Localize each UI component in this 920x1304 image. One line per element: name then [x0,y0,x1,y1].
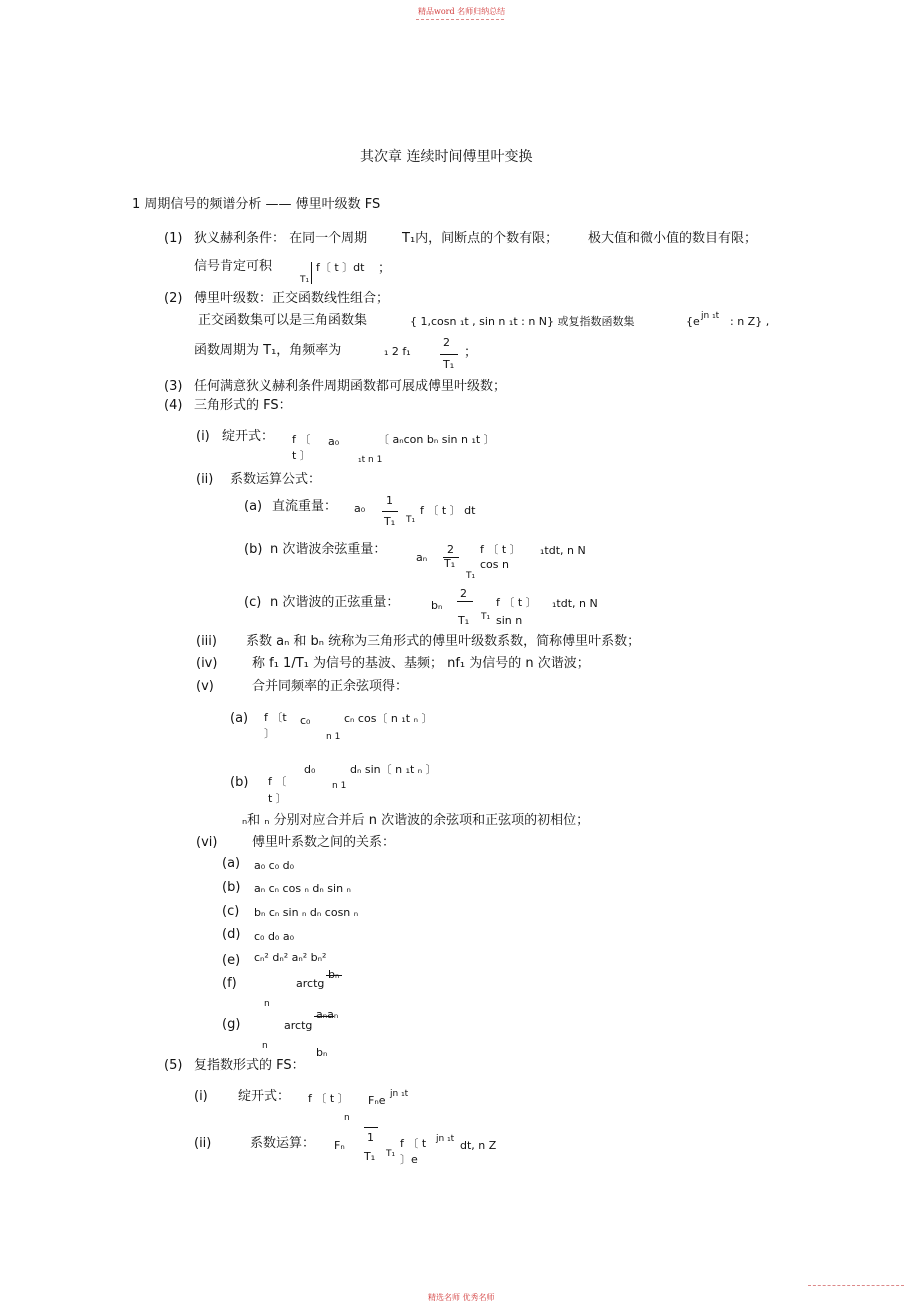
omega-den: T₁ [443,358,455,371]
cos-coef-rhs: ₁tdt, n N [540,544,586,557]
sub-label: (iii) [196,634,217,649]
fraction-bar [457,601,473,602]
item-label: (4) [164,398,183,413]
complex-coef-text: 系数运算： [250,1136,316,1151]
relation-expr: a₀ c₀ d₀ [254,859,294,872]
sub-label: (ii) [196,472,214,487]
sub-label: (c) [244,595,262,610]
relation-expr: bₙ cₙ sin ₙ dₙ cosn ₙ [254,906,359,919]
section-heading: 1 周期信号的频谱分析 —— 傅里叶级数 FS [132,197,381,212]
cos-form-index: n 1 [326,732,341,742]
sub-label: (a) [230,711,249,726]
expansion-sum: 〔 aₙcon bₙ sin n ₁t 〕 [378,433,495,446]
arctg-f: arctg [296,977,325,990]
integral-limit: T₁ [300,275,310,285]
complex-sum-index: n [344,1113,350,1123]
sub-label: (c) [222,904,240,919]
cos-form-sum: cₙ cos〔 n ₁t ₙ 〕 [344,712,433,725]
sin-coef-text: n 次谐波的正弦重量： [270,595,400,610]
sin-coef-rhs: ₁tdt, n N [552,597,598,610]
fraction-bar [382,511,398,512]
sub-label: (a) [222,856,241,871]
dc-rhs: f 〔 t 〕 dt [420,504,476,517]
complex-coef-lhs: Fₙ [334,1139,345,1152]
cos-coef-den: T₁ [444,557,456,570]
cos-coef-text: n 次谐波余弦重量： [270,542,387,557]
arctg-f-frac: bₙ [328,968,340,981]
fraction-bar [326,975,342,976]
dc-lhs: a₀ [354,502,366,515]
sin-coef-lhs: bₙ [431,599,443,612]
complex-coef-rhs: dt, n Z [460,1139,497,1152]
complex-coef-sup: jn ₁t [436,1134,455,1144]
cos-coef-num: 2 [447,543,454,556]
arctg-g-frac: aₙaₙ [316,1008,339,1021]
dc-den: T₁ [384,515,396,528]
sub-label: (i) [196,429,210,444]
exp-set-sup: jn ₁t [701,311,720,321]
complex-form-text: 复指数形式的 FS： [194,1058,305,1073]
page-header: 精品word 名师归纳总结 [418,7,506,16]
cos-integral-limit: T₁ [466,571,476,581]
expansion-a0: a₀ [328,435,340,448]
coef-formula-text: 系数运算公式： [230,472,322,487]
sub-label: (b) [244,542,263,557]
dirichlet-text: 狄义赫利条件： 在同一个周期 [194,231,368,246]
integral-end: ； [378,261,392,276]
complex-coef-num: 1 [367,1131,374,1144]
sub-label: (b) [230,775,249,790]
page-footer: 精选名师 优秀名师 [428,1293,495,1302]
item-label: (2) [164,291,183,306]
sin-form-f: f 〔 [268,775,287,788]
merge-text: 合并同频率的正余弦项得： [252,679,409,694]
fourier-series-text: 傅里叶级数：正交函数线性组合； [194,291,390,306]
sub-label: (v) [196,679,214,694]
fundamental-text: 称 f₁ 1/T₁ 为信号的基波、基频； nf₁ 为信号的 n 次谐波； [252,656,590,671]
period-text: 函数周期为 T₁，角频率为 [194,343,342,358]
integral-sign [311,262,312,284]
trig-set: { 1,cosn ₁t , sin n ₁t : n N} 或复指数函数集 [410,315,635,328]
sub-label: (d) [222,927,241,942]
sub-label: (iv) [196,656,218,671]
omega-expr: ₁ 2 f₁ [384,345,411,358]
expansion-f: f 〔 [292,433,311,446]
dirichlet-extrema: 极大值和微小值的数目有限； [588,231,758,246]
complex-coef-den: T₁ [364,1150,376,1163]
integral-expr: f〔 t 〕dt [316,261,365,274]
chapter-title: 其次章 连续时间傅里叶变换 [360,149,533,165]
sin-coef-sin: sin n [496,614,523,627]
sub-label: (a) [244,499,263,514]
arctg-g: arctg [284,1019,313,1032]
sub-label: (e) [222,953,241,968]
sin-form-t: t 〕 [268,792,287,805]
item-label: (3) [164,379,183,394]
trig-form-text: 三角形式的 FS： [194,398,292,413]
relation-expr: c₀ d₀ a₀ [254,930,294,943]
coef-naming-text: 系数 aₙ 和 bₙ 统称为三角形式的傅里叶级数系数，简称傅里叶系数； [246,634,641,649]
cos-coef-cos: cos n [480,558,509,571]
relation-expr: cₙ² dₙ² aₙ² bₙ² [254,951,327,964]
expansion-text: 绽开式： [222,429,275,444]
cos-coef-f: f 〔 t 〕 [480,543,521,556]
orthogonal-set-text: 正交函数集可以是三角函数集 [198,313,368,328]
complex-rhs: Fₙe [368,1094,386,1107]
sub-label: (vi) [196,835,218,850]
item-label: (1) [164,231,183,246]
phase-note: ₙ和 ₙ 分别对应合并后 n 次谐波的余弦项和正弦项的初相位； [242,813,590,828]
sub-label: (b) [222,880,241,895]
integrable-text: 信号肯定可积 [194,259,273,274]
exp-set: {e [686,315,700,328]
phase-index: n [262,1041,268,1051]
complex-coef-e: 〕e [400,1153,418,1166]
fraction-bar [440,354,458,355]
relation-expr: aₙ cₙ cos ₙ dₙ sin ₙ [254,882,351,895]
fraction-bar [314,1016,334,1017]
complex-sup: jn ₁t [390,1089,409,1099]
expand-text: 任何满意狄义赫利条件周期函数都可展成傅里叶级数； [194,379,507,394]
sin-form-sum: dₙ sin〔 n ₁t ₙ 〕 [350,763,437,776]
phase-index: n [264,999,270,1009]
sin-coef-den: T₁ [458,614,470,627]
sub-label: (i) [194,1089,208,1104]
expansion-t: t 〕 [292,449,311,462]
complex-lhs: f 〔 t 〕 [308,1092,349,1105]
relations-text: 傅里叶系数之间的关系： [252,835,396,850]
sin-integral-limit: T₁ [481,612,491,622]
sub-label: (f) [222,976,237,991]
dirichlet-period: T₁内，间断点的个数有限； [402,231,559,246]
header-rule [416,19,504,20]
cos-coef-lhs: aₙ [416,551,428,564]
sin-form-index: n 1 [332,781,347,791]
arctg-g-den: bₙ [316,1046,328,1059]
omega-num: 2 [443,336,450,349]
dc-num: 1 [386,494,393,507]
cos-form-c0: c₀ [300,714,311,727]
exp-set-end: : n Z} , [730,315,770,328]
complex-coef-f: f 〔 t [400,1137,427,1150]
complex-integral-limit: T₁ [386,1149,396,1159]
dc-integral-limit: T₁ [406,515,416,525]
footer-rule [808,1285,904,1286]
cos-form-paren: 〕 [264,727,275,740]
sin-form-d0: d₀ [304,763,316,776]
fraction-bar [364,1127,378,1128]
item-label: (5) [164,1058,183,1073]
expansion-sum-index: ₁t n 1 [358,455,383,465]
dc-text: 直流重量： [272,499,338,514]
sub-label: (ii) [194,1136,212,1151]
omega-end: ； [464,345,478,360]
cos-form-f: f 〔t [264,711,287,724]
sub-label: (g) [222,1017,241,1032]
sin-coef-f: f 〔 t 〕 [496,596,537,609]
complex-expansion-text: 绽开式： [238,1089,291,1104]
sin-coef-num: 2 [460,587,467,600]
